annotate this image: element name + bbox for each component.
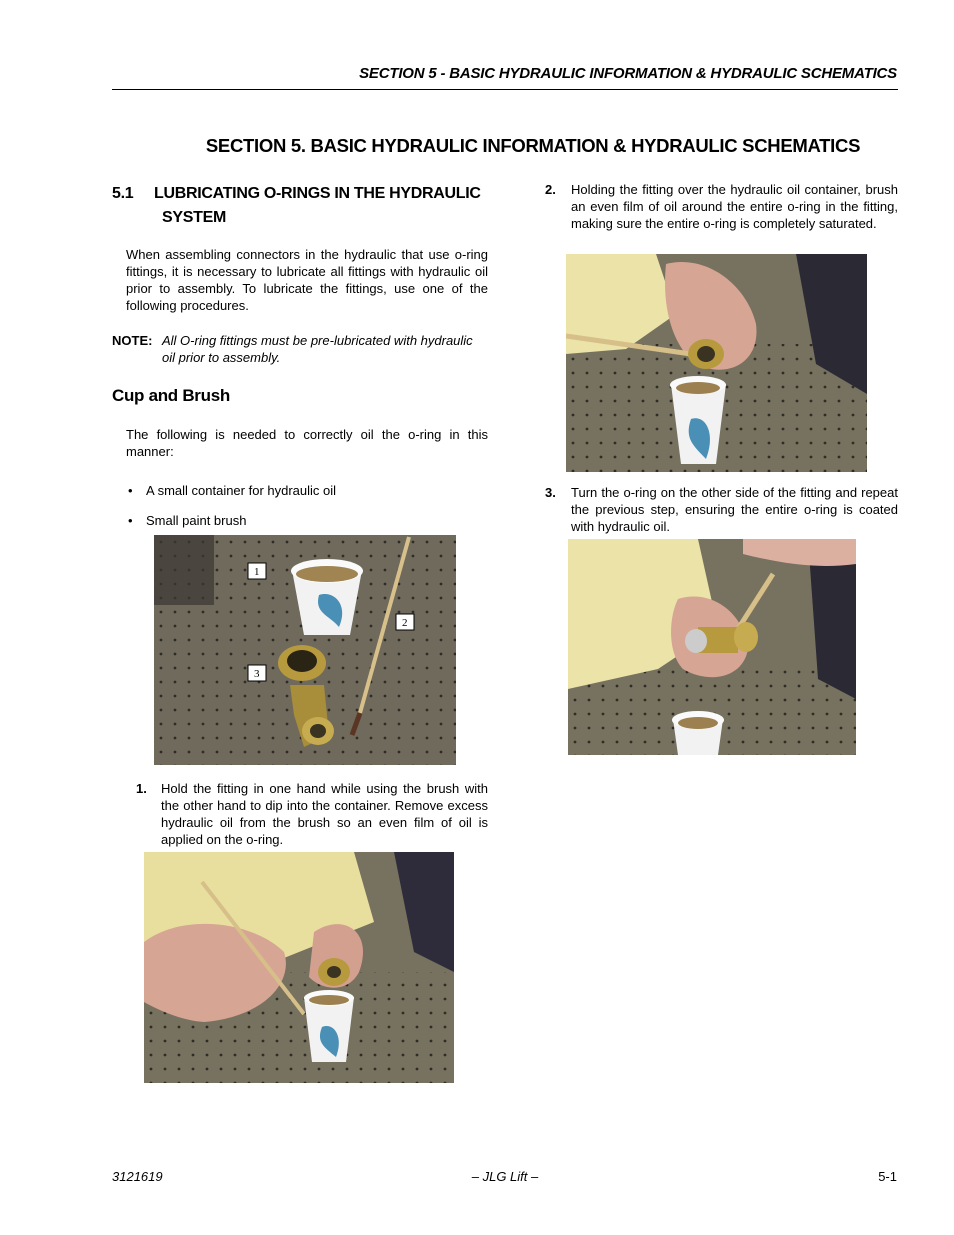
other-side-photo <box>568 539 856 755</box>
footer-center: – JLG Lift – <box>471 1169 539 1184</box>
subsection-title-line2: SYSTEM <box>162 209 226 226</box>
section-title: SECTION 5. BASIC HYDRAULIC INFORMATION & HYDRAULIC SCHEMATICS <box>205 135 861 156</box>
cup-brush-lead: The following is needed to correctly oil the o-ring in this manner: <box>126 427 488 459</box>
bullet-item: • Small paint brush <box>128 513 247 528</box>
cup-and-brush-heading: Cup and Brush <box>112 386 230 405</box>
note-block <box>112 332 490 366</box>
callout-2: 2 <box>402 617 408 629</box>
subsection-heading <box>112 182 481 230</box>
bullet-text: A small container for hydraulic oil <box>146 483 337 498</box>
step-number: 1. <box>136 781 147 796</box>
step-3 <box>545 484 898 535</box>
subsection-number: 5.1 <box>112 185 134 202</box>
step-2 <box>545 181 898 232</box>
doc-number: 3121619 <box>112 1169 163 1184</box>
note-text: All O-ring fittings must be pre-lubricated with hydraulic oil prior to assembly. <box>162 333 473 365</box>
page-number: 5-1 <box>878 1169 897 1184</box>
callout-3: 3 <box>254 668 260 680</box>
intro-paragraph: When assembling connectors in the hydraulic that use o-ring fittings, it is necessary to lubricate all fittings with hydraulic oil prior to assembly. To lubricate the fittings, use one of the following procedures. <box>126 247 488 313</box>
supplies-photo <box>154 535 456 765</box>
step-1 <box>136 780 488 848</box>
bullet-text: Small paint brush <box>146 513 247 528</box>
header-rule <box>112 89 898 90</box>
callout-1: 1 <box>254 566 260 578</box>
step-text: Turn the o-ring on the other side of the fitting and repeat the previous step, ensuring the entire o-ring is coated with hydraulic oil. <box>571 485 898 534</box>
bullet-item: • A small container for hydraulic oil <box>128 483 337 498</box>
note-label: NOTE: <box>112 333 153 348</box>
brushing-oring-photo <box>566 254 867 472</box>
step-text: Hold the fitting in one hand while using the brush with the other hand to dip into the container. Remove excess hydraulic oil from the brush so an even film of oil is applied on the o-ring. <box>161 781 488 847</box>
step-number: 2. <box>545 182 556 197</box>
subsection-title-line1: LUBRICATING O-RINGS IN THE HYDRAULIC <box>154 185 481 202</box>
step-number: 3. <box>545 485 556 500</box>
dipping-brush-photo <box>144 852 454 1083</box>
step-text: Holding the fitting over the hydraulic oil container, brush an even film of oil around the entire o-ring in the fitting, making sure the entire o-ring is completely saturated. <box>571 182 898 231</box>
running-header: SECTION 5 - BASIC HYDRAULIC INFORMATION & HYDRAULIC SCHEMATICS <box>359 65 897 82</box>
